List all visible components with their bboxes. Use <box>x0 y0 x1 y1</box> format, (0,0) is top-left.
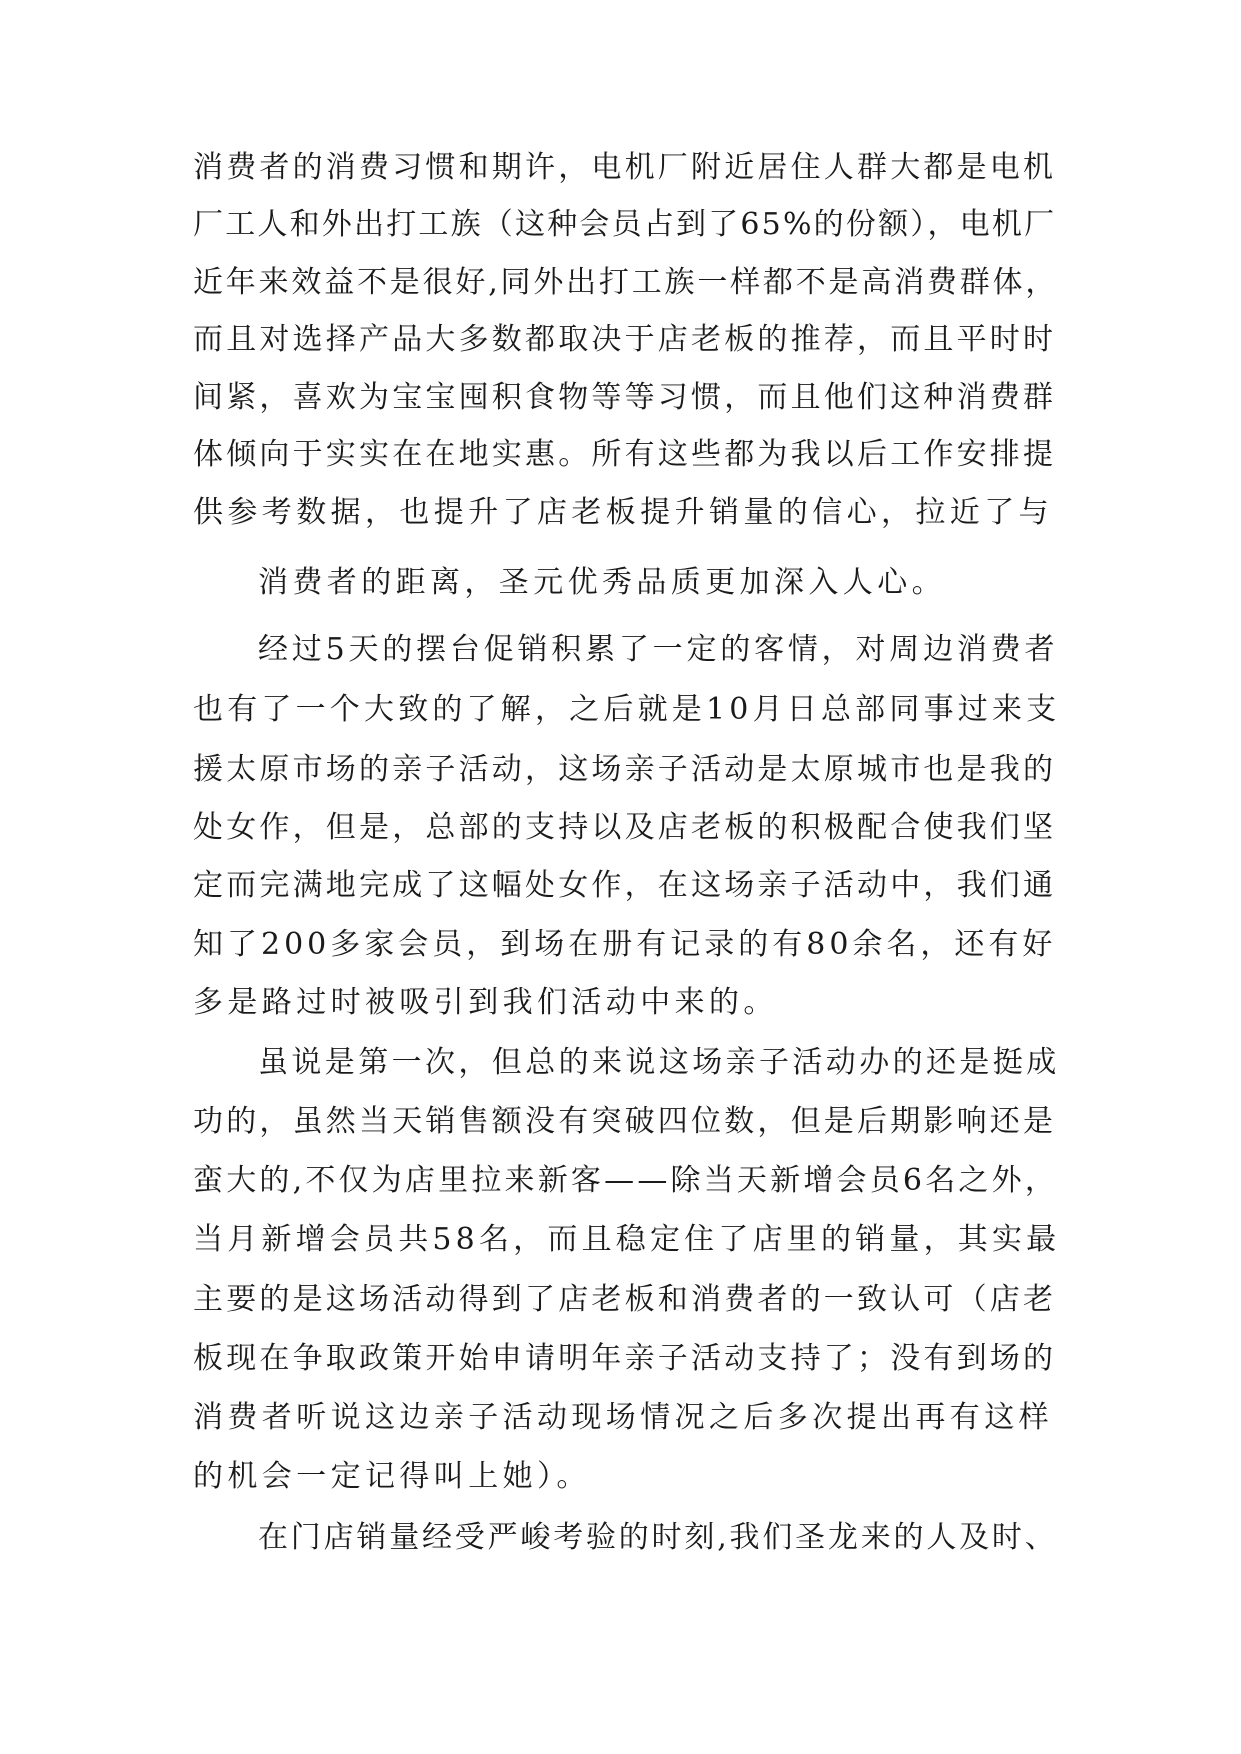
text-line: 当月新增会员共58名，而且稳定住了店里的销量，其实最 <box>193 1222 1061 1257</box>
text-line: 供参考数据，也提升了店老板提升销量的信心，拉近了与 <box>193 495 1053 530</box>
text-line: 而且对选择产品大多数都取决于店老板的推荐，而且平时时 <box>193 322 1057 357</box>
text-line: 消费者听说这边亲子活动现场情况之后多次提出再有这样 <box>193 1400 1053 1435</box>
text-line: 处女作，但是，总部的支持以及店老板的积极配合使我们坚 <box>193 810 1057 845</box>
text-line: 主要的是这场活动得到了店老板和消费者的一致认可（店老 <box>193 1282 1057 1317</box>
text-line: 近年来效益不是很好,同外出打工族一样都不是高消费群体， <box>193 265 1059 300</box>
text-line: 消费者的距离，圣元优秀品质更加深入人心。 <box>258 565 946 600</box>
text-line: 厂工人和外出打工族（这种会员占到了65%的份额），电机厂 <box>193 207 1057 242</box>
text-line: 也有了一个大致的了解，之后就是10月日总部同事过来支 <box>193 692 1061 727</box>
text-line: 在门店销量经受严峻考验的时刻,我们圣龙来的人及时、 <box>258 1520 1058 1555</box>
text-line: 体倾向于实实在在地实惠。所有这些都为我以后工作安排提 <box>193 437 1057 472</box>
text-line: 经过5天的摆台促销积累了一定的客情，对周边消费者 <box>258 632 1059 667</box>
text-line: 蛮大的,不仅为店里拉来新客——除当天新增会员6名之外， <box>193 1163 1059 1198</box>
text-line: 的机会一定记得叫上她）。 <box>193 1459 591 1494</box>
text-line: 定而完满地完成了这幅处女作，在这场亲子活动中，我们通 <box>193 868 1057 903</box>
text-line: 功的，虽然当天销售额没有突破四位数，但是后期影响还是 <box>193 1104 1057 1139</box>
text-line: 间紧，喜欢为宝宝囤积食物等等习惯，而且他们这种消费群 <box>193 380 1057 415</box>
text-line: 多是路过时被吸引到我们活动中来的。 <box>193 985 778 1020</box>
text-line: 板现在争取政策开始申请明年亲子活动支持了；没有到场的 <box>193 1341 1057 1376</box>
text-line: 消费者的消费习惯和期许，电机厂附近居住人群大都是电机 <box>193 150 1057 185</box>
text-line: 虽说是第一次，但总的来说这场亲子活动办的还是挺成 <box>258 1045 1060 1080</box>
text-line: 援太原市场的亲子活动，这场亲子活动是太原城市也是我的 <box>193 752 1057 787</box>
text-line: 知了200多家会员，到场在册有记录的有80余名，还有好 <box>193 927 1057 962</box>
